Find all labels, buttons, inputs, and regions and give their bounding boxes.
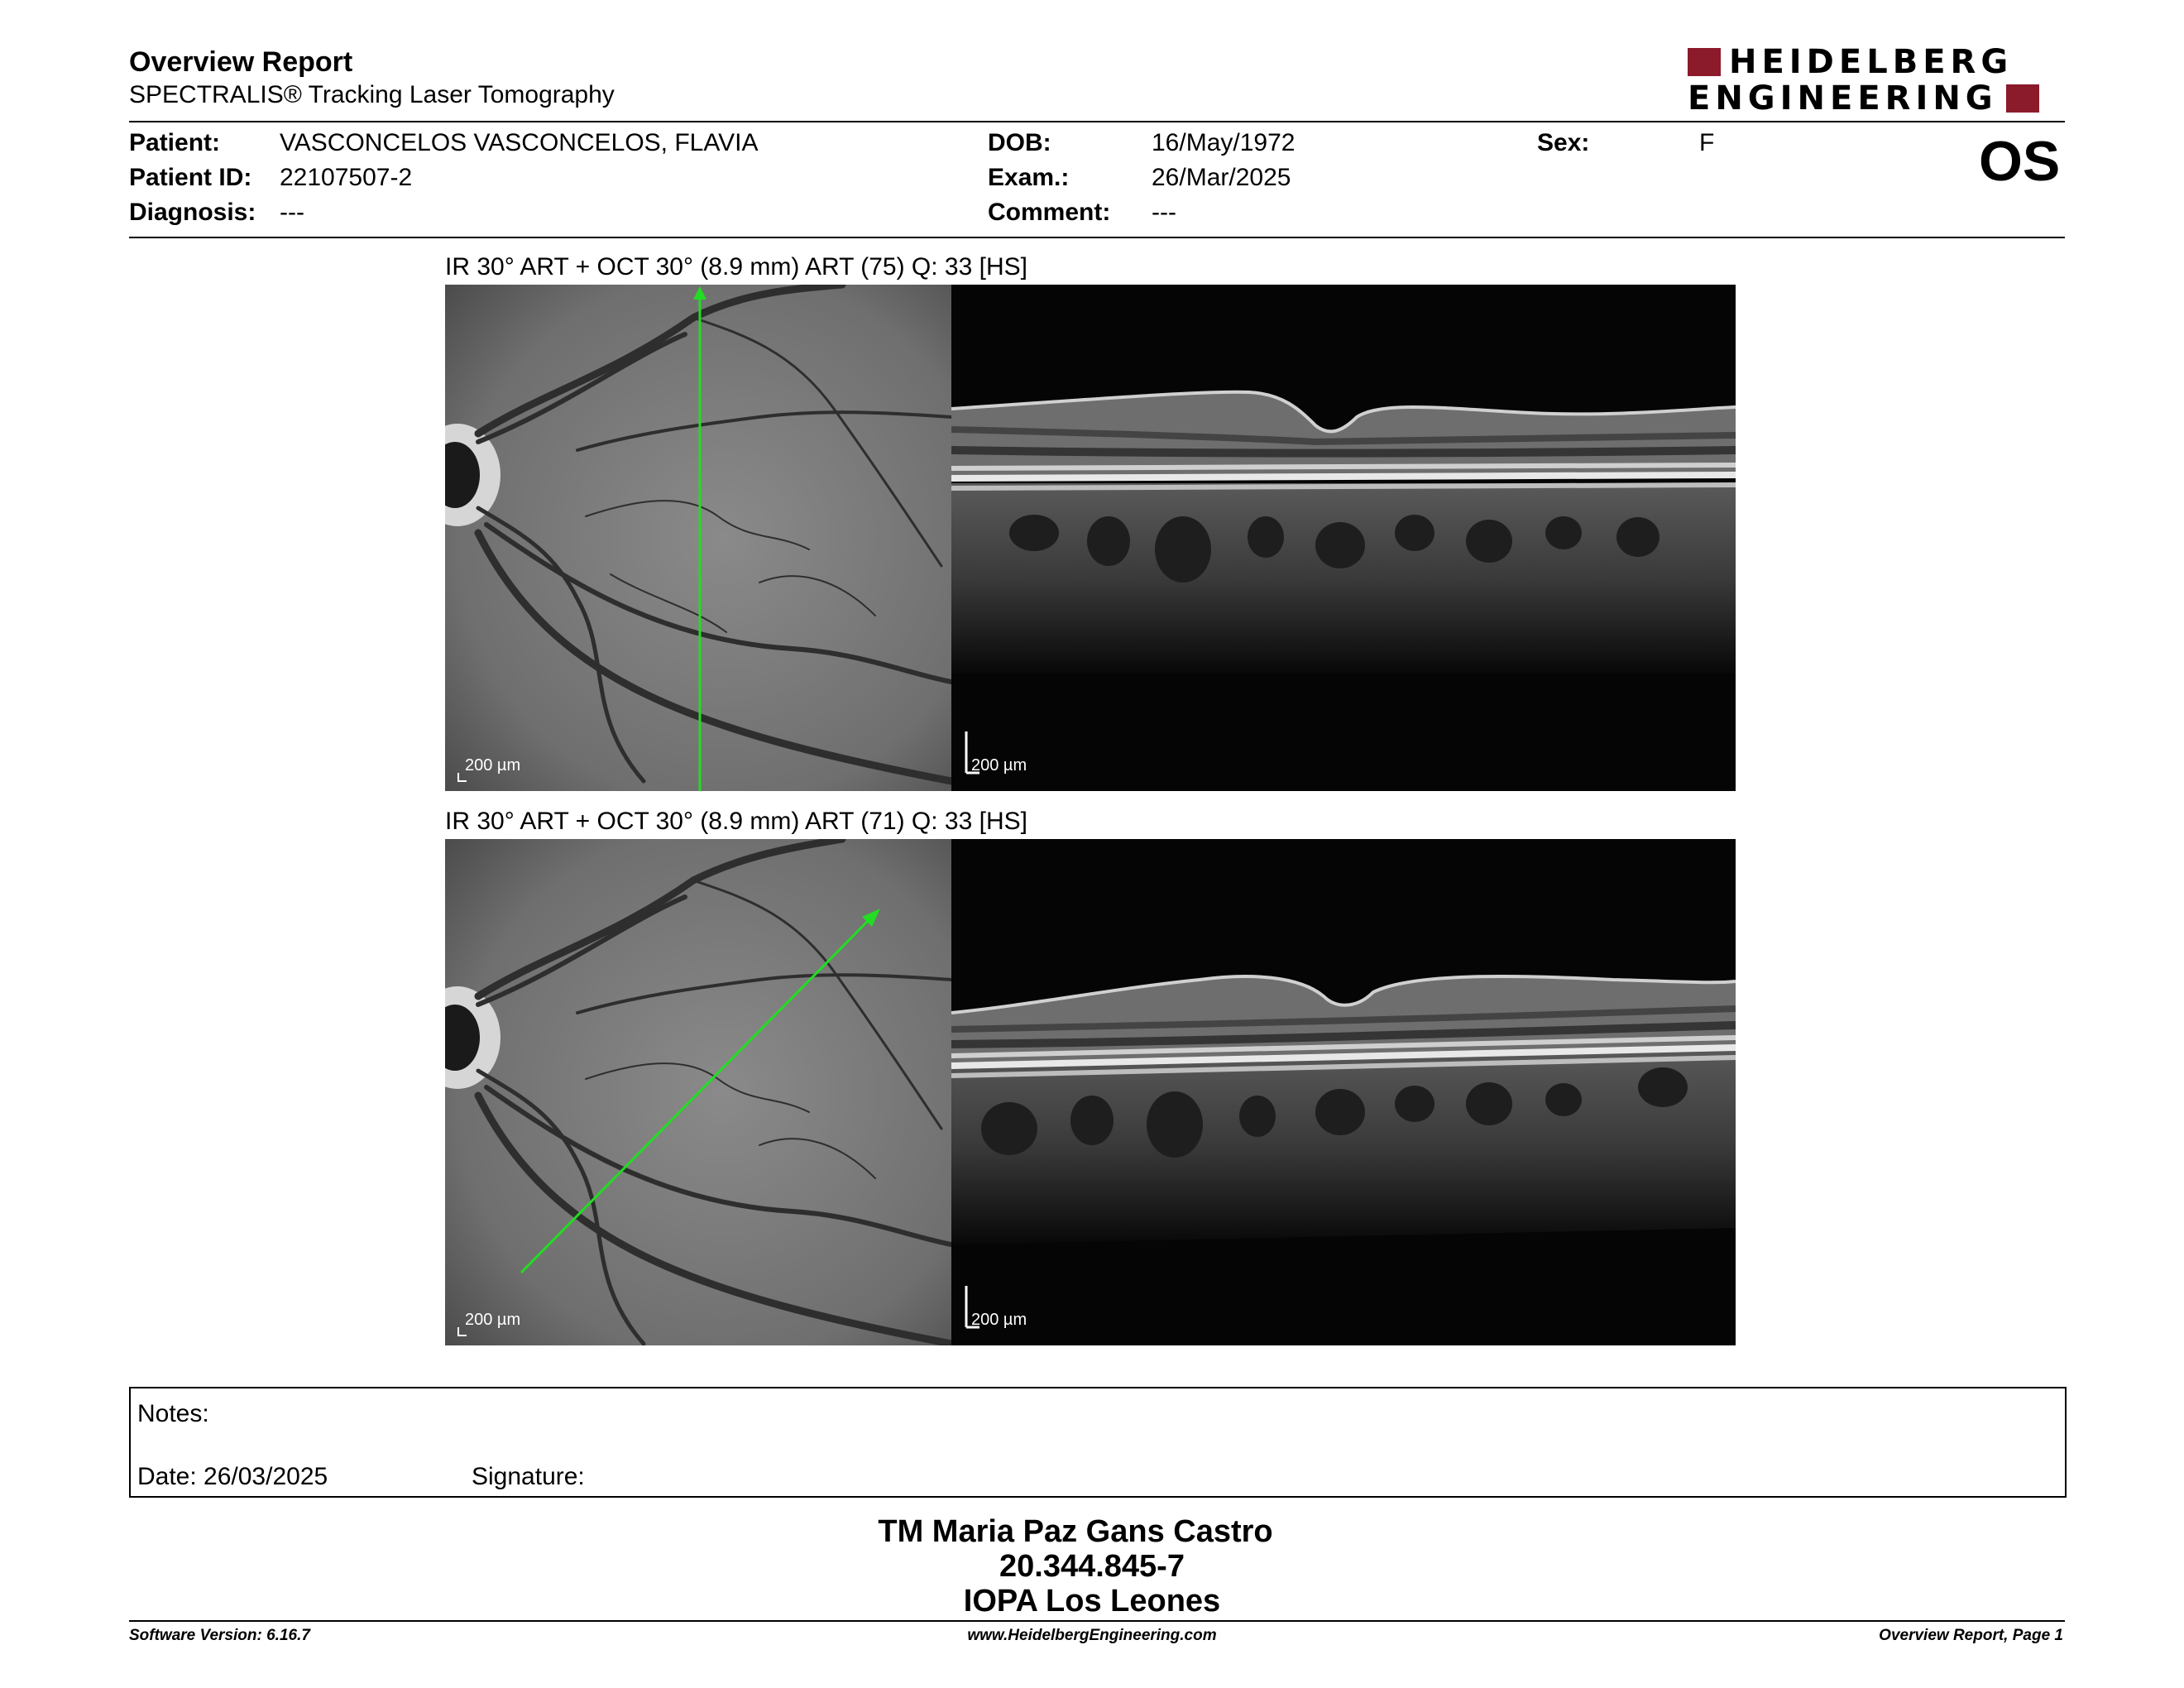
logo-line-1: HEIDELBERG xyxy=(1729,43,2014,81)
exam-value: 26/Mar/2025 xyxy=(1152,164,1291,191)
eye-label: OS xyxy=(1979,130,2061,193)
signatory-rut: 20.344.845-7 xyxy=(999,1549,1185,1584)
scan-2-label: IR 30° ART + OCT 30° (8.9 mm) ART (71) Q: 33 [HS] xyxy=(445,808,1027,835)
software-version: Software Version: 6.16.7 xyxy=(129,1627,310,1644)
comment-label: Comment: xyxy=(988,199,1111,226)
patient-name: VASCONCELOS VASCONCELOS, FLAVIA xyxy=(280,129,759,156)
fundus-image-2 xyxy=(445,839,951,1345)
oct-1-scale: 200 µm xyxy=(971,756,1027,774)
header-divider xyxy=(129,121,2065,122)
website-link[interactable]: www.HeidelbergEngineering.com xyxy=(967,1627,1217,1644)
dob-label: DOB: xyxy=(988,129,1051,156)
notes-box xyxy=(129,1387,2067,1498)
sex-value: F xyxy=(1699,129,1715,156)
scan-1-label: IR 30° ART + OCT 30° (8.9 mm) ART (75) Q: 33 [HS] xyxy=(445,253,1027,281)
footer-divider xyxy=(129,1620,2065,1622)
logo-line-2: ENGINEERING xyxy=(1688,79,1998,117)
heidelberg-logo xyxy=(1688,43,2068,117)
dob-value: 16/May/1972 xyxy=(1152,129,1296,156)
patient-id-label: Patient ID: xyxy=(129,164,252,191)
oct-image-2 xyxy=(951,839,1736,1345)
comment-value: --- xyxy=(1152,199,1176,226)
signatory-institution: IOPA Los Leones xyxy=(963,1584,1221,1618)
fundus-2-scale: 200 µm xyxy=(465,1311,521,1329)
logo-square-bottom xyxy=(2006,84,2039,113)
notes-date: Date: 26/03/2025 xyxy=(137,1463,328,1490)
patient-label: Patient: xyxy=(129,129,221,156)
fundus-1-scale: 200 µm xyxy=(465,756,521,774)
logo-square-top xyxy=(1688,48,1721,76)
report-title: Overview Report xyxy=(129,46,353,78)
fundus-2-svg xyxy=(445,839,951,1345)
oct-image-1 xyxy=(951,285,1736,791)
signature-label: Signature: xyxy=(472,1463,585,1490)
patient-divider xyxy=(129,237,2065,238)
oct-2-svg xyxy=(951,839,1736,1345)
exam-label: Exam.: xyxy=(988,164,1070,191)
oct-1-svg xyxy=(951,285,1736,791)
report-subtitle: SPECTRALIS® Tracking Laser Tomography xyxy=(129,81,615,108)
notes-label: Notes: xyxy=(137,1400,209,1427)
page-indicator: Overview Report, Page 1 xyxy=(1879,1627,2063,1644)
sex-label: Sex: xyxy=(1537,129,1590,156)
diagnosis-value: --- xyxy=(280,199,304,226)
fundus-image-1 xyxy=(445,285,951,791)
fundus-1-svg xyxy=(445,285,951,791)
patient-id: 22107507-2 xyxy=(280,164,413,191)
signatory-name: TM Maria Paz Gans Castro xyxy=(878,1514,1273,1549)
diagnosis-label: Diagnosis: xyxy=(129,199,256,226)
oct-2-scale: 200 µm xyxy=(971,1311,1027,1329)
